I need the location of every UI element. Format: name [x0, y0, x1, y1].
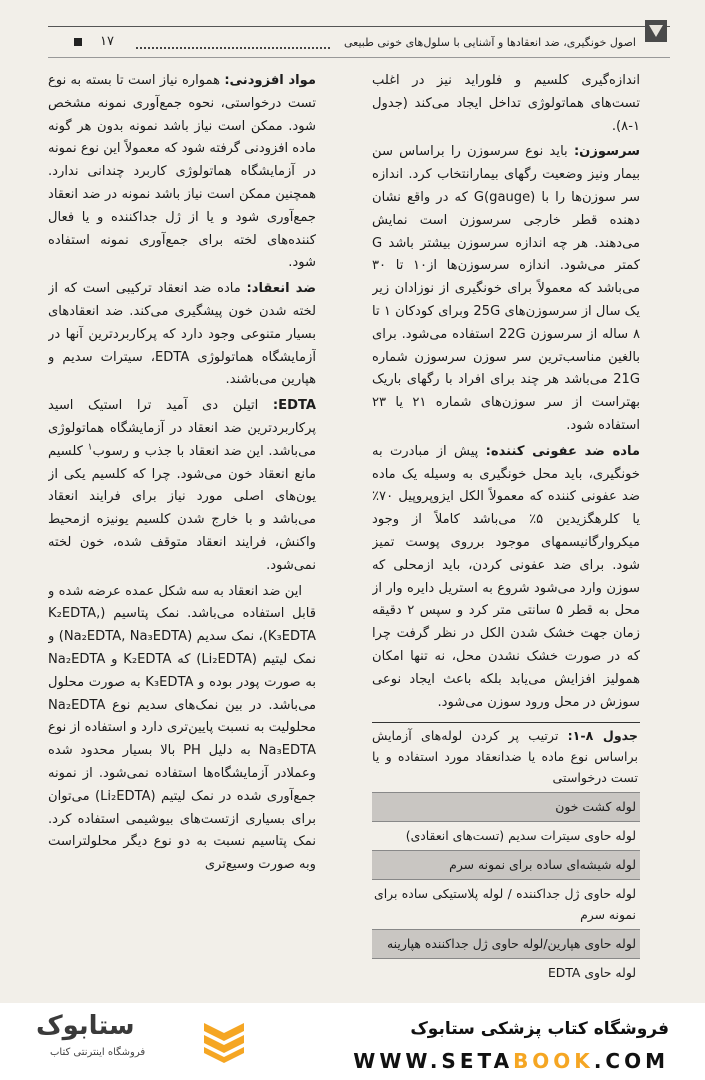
- url-part-b: BOOK: [513, 1049, 594, 1073]
- table-row: لوله کشت خون: [372, 792, 640, 822]
- paragraph-edta-forms: این ضد انعقاد به سه شکل عمده عرضه شده و قابل استفاده می‌باشد. نمک پتاسیم (K₂EDTA, K₃EDTA)، نمک سدیم (Na₂EDTA, Na₃EDTA) و نمک لیتیم (Li₂EDTA) که K₂EDTA و Na₂EDTA به صورت پودر بوده و K₃EDTA به صورت محلول می‌باشد. در بین نمک‌های سدیم نوع Na₂EDTA محلولیت به نسبت پایین‌تری دارد و استفاده از نوع Na₃EDTA به دلیل PH بالا بسیار محدود شده وعملادر آزمایشگاه‌ها استفاده نمی‌شود. از نمونه جمع‌آوری شده در نمک لیتیم (Li₂EDTA) می‌توان برای بسیاری ازتست‌های بیوشیمی استفاده کرد. نمک پتاسیم نسبت به دو نوع دیگر محلولتراست وبه صورت وسیع‌تری: [48, 583, 316, 873]
- running-header: [48, 26, 670, 58]
- paragraph-disinfectant: [372, 441, 640, 715]
- term-disinfectant: ماده ضد عفونی کننده:: [485, 443, 640, 459]
- right-text-column: [372, 70, 640, 1000]
- publisher-footer: [0, 1003, 705, 1080]
- tube-order-table: [372, 722, 640, 987]
- paragraph-needle-body: باید نوع سرسوزن را براساس سن بیمار ونیز وضعیت رگهای بیمارانتخاب کرد. اندازه سر سوزن‌ها را با G(gauge) که در واقع نشان دهنده قطر خارجی سرسوزن است نمایش می‌دهند. هر چه اندازه سرسوزن بیشتر باشد G کمتر می‌شود. اندازه سرسوزن‌ها از۱۰ تا ۳۰ می‌باشد که معمولاً برای خونگیری از نوزادان زیر یک سال از سرسوزن‌های 25G وبرای کودکان ۱ تا ۸ ساله از سرسوزن 22G استفاده می‌شود. برای بالغین مناسب‌ترین سر سوزن سرسوزن شماره 21G می‌باشد هر چند برای افراد با رگهای باریک بهتراست از سر سوزن‌های شماره ۲۱ یا ۲۳ استفاده شود.: [372, 144, 640, 433]
- table-row: لوله حاوی سیترات سدیم (تست‌های انعقادی): [405, 828, 636, 844]
- table-row: لوله حاوی ژل جداکننده / لوله پلاستیکی ساده برای نمونه سرم: [374, 886, 636, 923]
- url-part-c: .COM: [593, 1049, 669, 1073]
- paragraph-edta-body-a: اتیلن دی آمید ترا استیک اسید پرکاربردترین ضد انعقاد در آزمایشگاه هماتولوژی می‌باشد. این ضد انعقاد با جذب و رسوب: [48, 398, 316, 459]
- brand-tagline: فروشگاه اینترنتی کتاب: [50, 1047, 146, 1058]
- term-anticoagulant: ضد انعقاد:: [246, 281, 316, 297]
- chapter-emblem-icon: [644, 19, 668, 43]
- table-row: لوله حاوی EDTA: [547, 965, 636, 981]
- paragraph-disinfectant-body: پیش از مبادرت به خونگیری، باید محل خونگیری به وسیله یک ماده ضد عفونی کننده که معمولاً الکل ایزوپروپیل ۷۰٪ یا کلرهگزیدین ۵٪ می‌باشد کاملاً از وجود میکروارگانیسمهای موجود برروی پوست تمیز شود. برای ضد عفونی کردن، باید ازمحلی که سوزن وارد می‌شود شروع به استریل دایره وار از محل به قطر ۵ سانتی متر کرد و سپس ۲ دقیقه زمان جهت خشک شدن الکل در نظر گرفت چرا که در صورت خشک نشدن محل، نه تنها امکان همولیز افزایش می‌یابد بلکه باعث ایجاد نوعی سوزش در محل ورود سوزن می‌شود.: [372, 443, 640, 710]
- paragraph-edta-body-b: کلسیم مانع انعقاد خون می‌شود. چرا که کلسیم یکی از یون‌های اصلی مورد نیاز برای فرایند انعقاد می‌باشد و با خارج شدن کلسیم یونیزه ازمحیط واکنش، فرایند انعقاد متوقف شده، خون لخته نمی‌شود.: [48, 443, 316, 573]
- brand-wordmark: ستابوک: [36, 1011, 135, 1041]
- table-row: لوله حاوی هپارین/لوله حاوی ژل جداکننده هپارینه: [372, 929, 640, 959]
- paragraph-needle: [372, 141, 640, 437]
- url-part-a: WWW.SETA: [353, 1049, 514, 1073]
- shop-url[interactable]: [353, 1049, 669, 1073]
- paragraph-lab-interference: اندازه‌گیری کلسیم و فلوراید نیز در اغلب تست‌های هماتولوژی تداخل ایجاد می‌کند (جدول ۱-۸).: [372, 73, 640, 134]
- paragraph-additives-body: همواره نیاز است تا بسته به نوع تست درخواستی، نحوه جمع‌آوری نمونه مشخص شود. ممکن است نیاز باشد نمونه بدون هر گونه ماده افزودنی گرفته شود که معمولاً این نوع نمونه در آزمایشگاه هماتولوژی کاربرد چندانی ندارد. همچنین ممکن است نیاز باشد نمونه در ضد انعقاد جمع‌آوری شود و یا از ژل جداکننده و یا فعال کننده‌های لخته برای جمع‌آوری نمونه استفاده شود.: [48, 73, 316, 271]
- setabook-logo-icon: [200, 1019, 248, 1063]
- paragraph-anticoagulant-body: ماده ضد انعقاد ترکیبی است که از لخته شدن خون پیشگیری می‌کند. ضد انعقادهای بسیار متنوعی وجود دارد که پرکاربردترین آنها در آزمایشگاه هماتولوژی EDTA، سیترات سدیم و هپارین می‌باشند.: [48, 281, 316, 388]
- shop-title: فروشگاه کتاب پزشکی ستابوک: [410, 1019, 669, 1039]
- header-title: اصول خونگیری، ضد انعقادها و آشنایی با سلول‌های خونی طبیعی: [344, 36, 636, 49]
- header-square-marker: [74, 38, 82, 46]
- footnote-marker: ۱: [87, 442, 93, 453]
- table-caption: [372, 723, 640, 792]
- table-caption-text: ترتیب پر کردن لوله‌های آزمایش براساس نوع ماده یا ضدانعقاد مورد استفاده و یا تست درخواستی: [372, 728, 638, 786]
- paragraph-additives: [48, 70, 316, 275]
- paragraph-anticoagulant: [48, 278, 316, 392]
- page-number: ۱۷: [100, 34, 114, 49]
- table-caption-label: جدول ۸-۱:: [567, 728, 638, 744]
- table-row: لوله شیشه‌ای ساده برای نمونه سرم: [372, 850, 640, 880]
- paragraph-edta: [48, 395, 316, 577]
- term-needle: سرسوزن:: [573, 144, 640, 160]
- term-edta: EDTA:: [272, 398, 316, 414]
- header-dotted-rule: [136, 47, 330, 49]
- left-text-column: [48, 70, 316, 1000]
- term-additives: مواد افزودنی:: [224, 73, 316, 88]
